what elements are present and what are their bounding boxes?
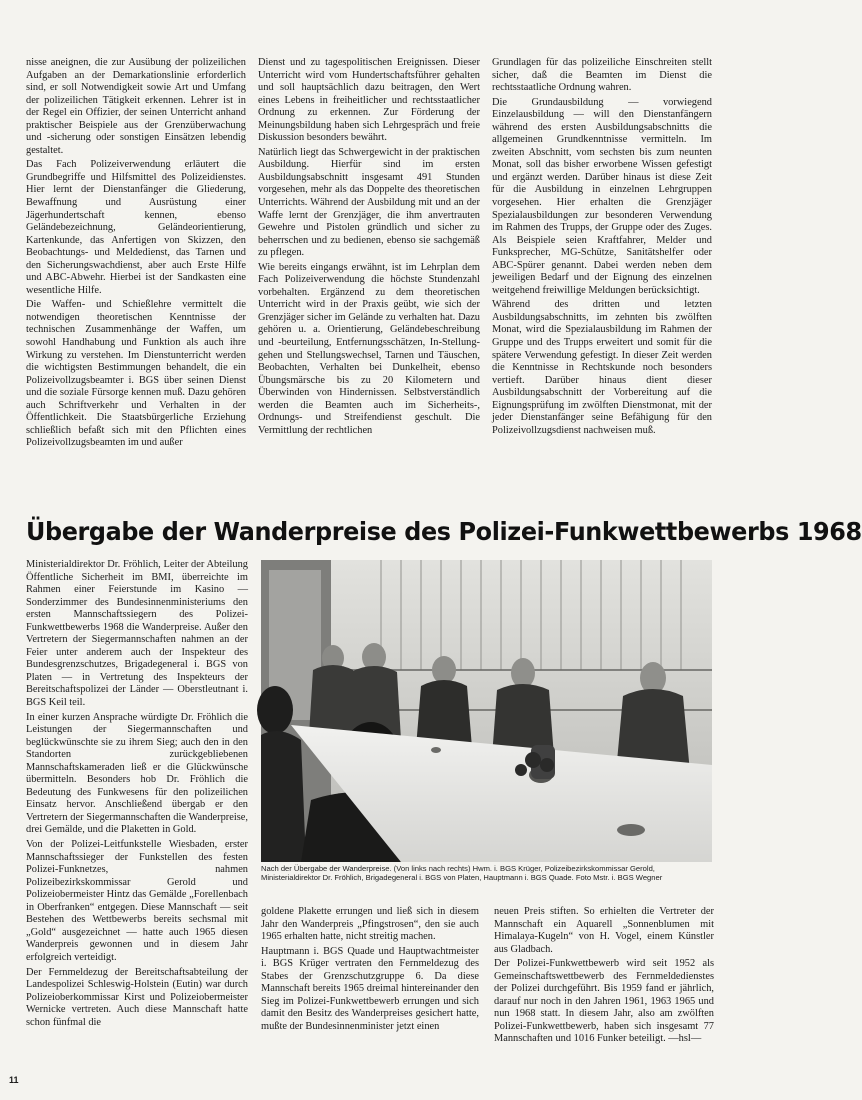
paragraph: Natürlich liegt das Schwergewicht in der praktischen Ausbildung. Hierfür sind im ersten Ausbildungsabschnitt insgesamt 491 Stunden vorgesehen, mehr als das Doppelte des theoretischen Unterrichts. Während der Ausbildung mit und an der Waffe lernt der Grenzjäger, die ihm anvertrauten Gewehre und Pistolen gründlich und sicher zu beherrschen und zu bedienen, ebenso sie sachgemäß zu pflegen.: [258, 146, 480, 259]
article-right-column: [494, 906, 714, 1048]
photo-illustration: [261, 560, 712, 862]
paragraph: Der Polizei-Funkwettbewerb wird seit 1952 als Gemeinschaftswettbewerb des Fernmeldedienstes der Polizei durchgeführt. Bis 1959 fand er jährlich, darauf nur noch in den Jahren 1961, 1963 1965 und nun 1968 statt. In diesem Jahr, also am zwölften Polizei-Funkwettbewerb, haben sich insgesamt 77 Mannschaften und 1016 Funker beteiligt. —hsl—: [494, 958, 714, 1045]
paragraph: Dienst und zu tagespolitischen Ereignissen. Dieser Unterricht wird vom Hundertschaftsführer gehalten und soll hauptsächlich dazu beitragen, den Wert eines Lebens in freiheitlicher und rechtsstaatlicher Ordnung zu erkennen. Zur Förderung der Meinungsbildung haben sich Lehrgespräch und freie Diskussion besonders bewährt.: [258, 57, 480, 144]
paragraph: goldene Plakette errungen und ließ sich in diesem Jahr den Wanderpreis „Pfingstrosen“, den sie auch 1965 erhalten hatte, nicht streitig machen.: [261, 906, 479, 943]
photo-caption: Nach der Übergabe der Wanderpreise. (Von links nach rechts) Hwm. i. BGS Krüger, Polizeibezirkskommissar Gerold, Ministerialdirektor Dr. Fröhlich, Brigadegeneral i. BGS von Platen, Hauptmann i. BGS Quade. Foto Mstr. i. BGS Wegner: [261, 864, 663, 883]
paragraph: Wie bereits eingangs erwähnt, ist im Lehrplan dem Fach Polizeiverwendung die höchste Stundenzahl vorbehalten. Ergänzend zu dem theoretischen Unterricht wird in der Praxis geübt, wie sich der Grenzjäger sicher im Gelände zu verhalten hat. Dazu gehören u. a. Orientierung, Geländebeschreibung und -beurteilung, Entfernungsschätzen, In-Stellung-gehen und Stellungswechsel, Tarnen und Täuschen, Beobachten, Verhalten bei Dunkelheit, ebenso Übungsmärsche bis zu 20 Kilometern und Überwinden von Hindernissen. Selbstverständlich werden die Beamten auch im Sicherheits-, Ordnungs- und Streifendienst geschult. Die Vermittlung der rechtlichen: [258, 261, 480, 436]
article-headline: Übergabe der Wanderpreise des Polizei-Funkwettbewerbs 1968: [26, 517, 862, 546]
paragraph: Die Waffen- und Schießlehre vermittelt die notwendigen theoretischen Kenntnisse der technischen Zusammenhänge der Waffen, um sowohl Handhabung und Funktion als auch ihre Wirkung zu verstehen. Im Dienstunterricht werden die wichtigsten Bestimmungen behandelt, die ein Polizeivollzugsbeamter i. BGS über seinen Dienst und die soziale Fürsorge kennen muß. Dazu gehören auch Schriftverkehr und Verhalten in der Öffentlichkeit. Die Staatsbürgerliche Erziehung schließlich befaßt sich mit den Pflichten eines Polizeivollzugsbeamten im und außer: [26, 299, 246, 449]
top-column-1: [26, 57, 246, 452]
ceremony-photo: [261, 560, 712, 862]
paragraph: Die Grundausbildung — vorwiegend Einzelausbildung — will den Dienstanfängern während des ersten Ausbildungsabschnitts die allgemeinen Grundkenntnisse vermitteln. Im zweiten Abschnitt, vom sechsten bis zum neunten Monat, soll das bisher erworbene Wissen gefestigt und ergänzt werden. Darüber hinaus ist diese Zeit für die Ausbildung in einzelnen Lehrgruppen vorgesehen. Hier erhalten die Grenzjäger Spezialausbildungen zur besonderen Verwendung im Rahmen des Trupps, der Gruppe oder des Zuges. Als Beispiele seien Kraftfahrer, Melder und Funksprecher, MG-Schütze, Sanitätshelfer oder ABC-Spürer genannt. Dabei werden neben dem jeweiligen Bedarf und der Eignung des einzelnen weitgehend freiwillige Meldungen berücksichtigt.: [492, 96, 712, 296]
paragraph: Von der Polizei-Leitfunkstelle Wiesbaden, erster Mannschaftssieger der Funkstellen des festen Polizei-Funknetzes, nahmen Polizeibezirkskommissar Gerold und Polizeiobermeister Hintz das Gemälde „Forellenbach in Oberfranken“ entgegen. Diese Mannschaft — seit Bestehen des Wettbewerbs bereits sechsmal mit „Gold“ ausgezeichnet — hatte auch 1965 diesen Wanderpreis gewonnen und in diesem Jahr erfolgreich verteidigt.: [26, 839, 248, 963]
page-number: 11: [9, 1075, 19, 1085]
article-left-column: [26, 559, 248, 1031]
paragraph: Ministerialdirektor Dr. Fröhlich, Leiter der Abteilung Öffentliche Sicherheit im BMI, überreichte im Rahmen einer Feierstunde im Kasino — Sonderzimmer des Bundesinnenministeriums den ersten Mannschaftssiegern des Polizei-Funkwettbewerbs 1968 die Wanderpreise. Außer den Vertretern der Siegermannschaften nahmen an der Feier unter anderem auch der Inspekteur des Bundesgrenzschutzes, Brigadegeneral i. BGS von Platen — in Vertretung des Inspekteurs der Bereitschaftspolizei der Länder — Oberstleutnant i. BGS Keil teil.: [26, 559, 248, 709]
article-middle-column: [261, 906, 479, 1035]
paragraph: nisse aneignen, die zur Ausübung der polizeilichen Aufgaben an der Demarkationslinie erforderlich sind, er soll Notwendigkeit sowie Art und Umfang der polizeilichen Tätigkeit erkennen. Lehrer ist in der Regel ein Offizier, der seinen Unterricht anhand praktischer Beispiele aus der Grenzüberwachung und -sicherung oder sonstigen Einsätzen lebendig gestaltet.: [26, 57, 246, 156]
paragraph: Grundlagen für das polizeiliche Einschreiten stellt sicher, daß die Beamten im Dienst die rechtsstaatliche Ordnung wahren.: [492, 57, 712, 94]
top-column-3: [492, 57, 712, 439]
paragraph: Der Fernmeldezug der Bereitschaftsabteilung der Landespolizei Schleswig-Holstein (Eutin) war durch Polizeioberkommissar Kirst und Polizeiobermeister Wernicke vertreten. Auch diese Mannschaft hatte schon fünfmal die: [26, 966, 248, 1028]
top-column-2: [258, 57, 480, 439]
paragraph: Hauptmann i. BGS Quade und Hauptwachtmeister i. BGS Krüger vertraten den Fernmeldezug des Stabes der Grenzschutzgruppe 6. Da diese Mannschaft bereits 1965 dreimal hintereinander den Sieg im Polizei-Funkwettbewerb errungen und sich damit den Besitz des Wanderpreises gesichert hatte, mußte der Bundesinnenminister jetzt einen: [261, 945, 479, 1032]
paragraph: In einer kurzen Ansprache würdigte Dr. Fröhlich die Leistungen der Siegermannschaften und beglückwünschte sie zu ihrem Sieg; auch den in den Standorten zurückgebliebenen Mannschaftskameraden ließ er die Glückwünsche übermitteln. Besonders hob Dr. Fröhlich die Bedeutung des Funkwesens für den polizeilichen Einsatz hervor. Anschließend übergab er den Vertretern der Siegermannschaften die Wanderpreise, drei Gemälde, und die Plaketten in Gold.: [26, 711, 248, 836]
paragraph: Das Fach Polizeiverwendung erläutert die Grundbegriffe und Hilfsmittel des Polizeidienstes. Hier lernt der Dienstanfänger die Gliederung, Bewaffnung und Ausrüstung einer Jägerhundertschaft kennen, ebenso Geländebezeichnung, Geländeorientierung, Kartenkunde, das Anfertigen von Skizzen, den Beobachtungs- und Meldedienst, das Tarnen und den Sicherungswachdienst, aber auch Erste Hilfe und ABC-Abwehr. Hierbei ist der Sandkasten eine wesentliche Hilfe.: [26, 159, 246, 296]
paragraph: neuen Preis stiften. So erhielten die Vertreter der Mannschaft ein Aquarell „Sonnenblumen mit Himalaya-Kugeln“ von H. Vogel, einem Künstler aus Gladbach.: [494, 906, 714, 955]
paragraph: Während des dritten und letzten Ausbildungsabschnitts, im zehnten bis zwölften Monat, wird die Spezialausbildung im Rahmen der Gruppe und des Trupps erweitert und somit für die spätere Verwendung gefestigt. In dieser Zeit werden die Kenntnisse in Rechtskunde noch besonders vertieft. Darüber hinaus dient dieser Ausbildungsabschnitt der Vorbereitung auf die Eignungsprüfung im zwölften Dienstmonat, mit der jeder Dienstanfänger seine Befähigung für den Polizeivollzugsdienst nachweisen muß.: [492, 299, 712, 436]
